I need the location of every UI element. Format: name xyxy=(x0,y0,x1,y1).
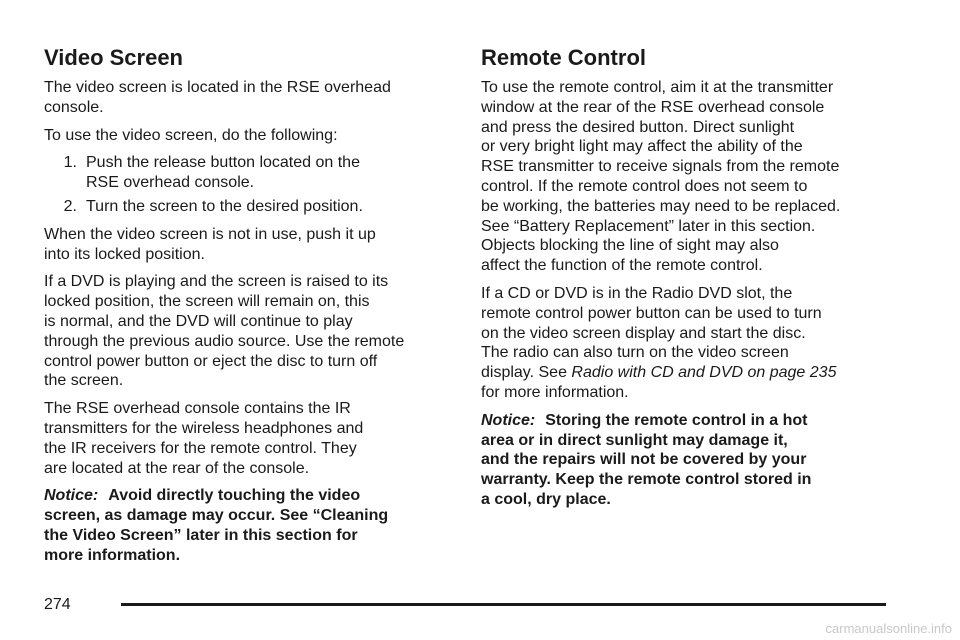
step-text: Turn the screen to the desired position. xyxy=(86,197,363,215)
notice-label: Notice: xyxy=(44,487,99,505)
notice-rest-text: area or in direct sunlight may damage it, and the repairs will not be covered by your warranty. Keep the remote control stored in a cool, dry place. xyxy=(481,431,812,508)
step-item xyxy=(44,197,456,217)
ir-transmitters-paragraph: The RSE overhead console contains the IR transmitters for the wireless headphones and the IR receivers for the remote control. They are located at the rear of the console. xyxy=(44,400,364,477)
video-screen-notice xyxy=(44,486,456,565)
step-number: 2. xyxy=(63,197,77,215)
dvd-playing-paragraph: If a DVD is playing and the screen is raised to its locked position, the screen will remain on, this is normal, and the DVD will continue to play through the previous audio source. Use the remote control power button or eject the disc to turn off the screen. xyxy=(44,273,405,390)
video-screen-location-paragraph: The video screen is located in the RSE overhead console. xyxy=(44,79,391,116)
step-item xyxy=(44,153,456,193)
radio-dvd-text-b: for more information. xyxy=(481,383,629,401)
remote-control-heading: Remote Control xyxy=(481,45,646,70)
radio-dvd-paragraph xyxy=(481,284,901,403)
left-column xyxy=(44,44,456,574)
page-number: 274 xyxy=(44,596,71,613)
notice-rest-text: screen, as damage may occur. See “Cleaning the Video Screen” later in this section for more information. xyxy=(44,507,389,564)
video-screen-instructions-intro: To use the video screen, do the following: xyxy=(44,126,338,144)
video-screen-heading: Video Screen xyxy=(44,45,183,70)
step-text: Push the release button located on the RSE overhead console. xyxy=(86,154,360,192)
notice-lead-text: Avoid directly touching the video xyxy=(108,487,361,505)
footer-rule xyxy=(121,603,886,606)
page-footer xyxy=(44,592,886,616)
video-screen-steps xyxy=(44,153,456,216)
notice-lead-text: Storing the remote control in a hot xyxy=(545,411,808,429)
step-number: 1. xyxy=(63,154,77,172)
radio-dvd-text-a: If a CD or DVD is in the Radio DVD slot, the remote control power button can be used to turn on the video screen display and start the disc. The radio can also turn on the video screen display. See xyxy=(481,284,822,382)
remote-control-notice xyxy=(481,411,901,510)
radio-cd-dvd-reference: Radio with CD and DVD on page 235 xyxy=(571,364,837,382)
locked-position-paragraph: When the video screen is not in use, push it up into its locked position. xyxy=(44,225,376,263)
watermark: carmanualsonline.info xyxy=(825,621,952,636)
right-column xyxy=(481,44,901,518)
remote-control-usage-paragraph: To use the remote control, aim it at the transmitter window at the rear of the RSE overhead console and press the desired button. Direct sunlight or very bright light may affect the ability of the RSE transmitter to receive signals from the remote control. If the remote control does not seem to be working, the batteries may need to be replaced. See “Battery Replacement” later in this section. Objects blocking the line of sight may also affect the function of the remote control. xyxy=(481,79,841,275)
notice-label: Notice: xyxy=(481,411,536,429)
